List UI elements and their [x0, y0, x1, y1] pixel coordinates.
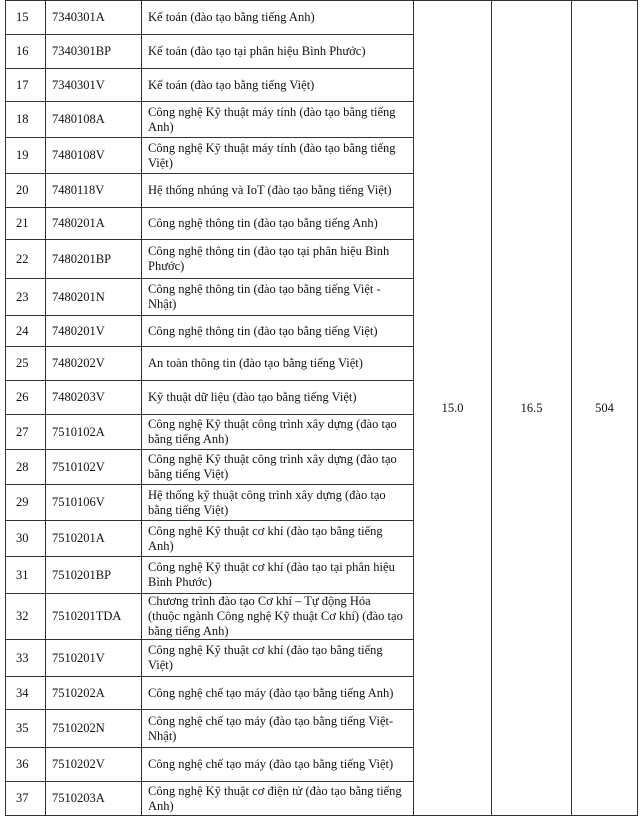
program-name: Công nghệ Kỹ thuật máy tính (đào tạo bằng tiếng Việt) — [142, 138, 414, 174]
program-name: Chương trình đào tạo Cơ khí – Tự động Hóa (thuộc ngành Công nghệ Kỹ thuật Cơ khí) (đào tạo bằng tiếng Anh) — [142, 594, 414, 640]
program-name: Kỹ thuật dữ liệu (đào tạo bằng tiếng Việt) — [142, 381, 414, 415]
program-code: 7510201BP — [46, 557, 142, 594]
row-number: 30 — [6, 521, 46, 557]
program-name: Công nghệ thông tin (đào tạo bằng tiếng Anh) — [142, 208, 414, 240]
row-number: 23 — [6, 279, 46, 316]
program-code: 7480108V — [46, 138, 142, 174]
program-name: Công nghệ thông tin (đào tạo tại phân hiệu Bình Phước) — [142, 240, 414, 279]
program-code: 7480201BP — [46, 240, 142, 279]
program-name: Công nghệ chế tạo máy (đào tạo bằng tiếng Anh) — [142, 677, 414, 710]
program-name: Công nghệ Kỹ thuật công trình xây dựng (đào tạo bằng tiếng Việt) — [142, 450, 414, 485]
program-code: 7510201TDA — [46, 594, 142, 640]
program-code: 7510202N — [46, 710, 142, 748]
score-b-cell: 16.5 — [492, 1, 572, 816]
row-number: 15 — [6, 1, 46, 35]
program-name: Công nghệ chế tạo máy (đào tạo bằng tiếng Việt) — [142, 748, 414, 782]
row-number: 33 — [6, 640, 46, 677]
row-number: 19 — [6, 138, 46, 174]
row-number: 17 — [6, 69, 46, 102]
program-code: 7480203V — [46, 381, 142, 415]
program-code: 7340301V — [46, 69, 142, 102]
row-number: 27 — [6, 415, 46, 450]
program-name: Công nghệ Kỹ thuật máy tính (đào tạo bằng tiếng Anh) — [142, 102, 414, 138]
program-name: Kế toán (đào tạo bằng tiếng Anh) — [142, 1, 414, 35]
program-name: Công nghệ Kỹ thuật cơ khí (đào tạo bằng tiếng Việt) — [142, 640, 414, 677]
program-code: 7480108A — [46, 102, 142, 138]
program-code: 7480201N — [46, 279, 142, 316]
program-code: 7510106V — [46, 485, 142, 521]
program-code: 7480202V — [46, 347, 142, 381]
row-number: 22 — [6, 240, 46, 279]
program-name: An toàn thông tin (đào tạo bằng tiếng Việt) — [142, 347, 414, 381]
program-code: 7510102V — [46, 450, 142, 485]
program-name: Kế toán (đào tạo tại phân hiệu Bình Phước) — [142, 35, 414, 69]
row-number: 21 — [6, 208, 46, 240]
program-name: Hệ thống kỹ thuật công trình xây dựng (đào tạo bằng tiếng Việt) — [142, 485, 414, 521]
row-number: 18 — [6, 102, 46, 138]
program-name: Công nghệ chế tạo máy (đào tạo bằng tiếng Việt-Nhật) — [142, 710, 414, 748]
program-code: 7480118V — [46, 174, 142, 208]
row-number: 20 — [6, 174, 46, 208]
program-code: 7510202A — [46, 677, 142, 710]
program-name: Kế toán (đào tạo bằng tiếng Việt) — [142, 69, 414, 102]
program-code: 7480201A — [46, 208, 142, 240]
row-number: 28 — [6, 450, 46, 485]
row-number: 34 — [6, 677, 46, 710]
program-code: 7510102A — [46, 415, 142, 450]
row-number: 35 — [6, 710, 46, 748]
row-number: 37 — [6, 782, 46, 816]
program-name: Hệ thống nhúng và IoT (đào tạo bằng tiếng Việt) — [142, 174, 414, 208]
row-number: 16 — [6, 35, 46, 69]
row-number: 24 — [6, 316, 46, 347]
program-name: Công nghệ Kỹ thuật cơ khí (đào tạo bằng tiếng Anh) — [142, 521, 414, 557]
row-number: 25 — [6, 347, 46, 381]
admission-table — [5, 0, 638, 816]
row-number: 31 — [6, 557, 46, 594]
table-row — [6, 1, 638, 35]
program-code: 7340301BP — [46, 35, 142, 69]
program-code: 7510201A — [46, 521, 142, 557]
score-a-cell: 15.0 — [414, 1, 492, 816]
row-number: 29 — [6, 485, 46, 521]
program-name: Công nghệ Kỹ thuật cơ điện tử (đào tạo bằng tiếng Anh) — [142, 782, 414, 816]
program-name: Công nghệ Kỹ thuật cơ khí (đào tạo tại phân hiệu Bình Phước) — [142, 557, 414, 594]
program-name: Công nghệ Kỹ thuật công trình xây dựng (đào tạo bằng tiếng Anh) — [142, 415, 414, 450]
row-number: 26 — [6, 381, 46, 415]
program-code: 7510201V — [46, 640, 142, 677]
program-name: Công nghệ thông tin (đào tạo bằng tiếng Việt) — [142, 316, 414, 347]
row-number: 36 — [6, 748, 46, 782]
program-code: 7510202V — [46, 748, 142, 782]
program-name: Công nghệ thông tin (đào tạo bằng tiếng Việt - Nhật) — [142, 279, 414, 316]
program-code: 7480201V — [46, 316, 142, 347]
row-number: 32 — [6, 594, 46, 640]
program-code: 7510203A — [46, 782, 142, 816]
quota-cell: 504 — [572, 1, 638, 816]
program-code: 7340301A — [46, 1, 142, 35]
